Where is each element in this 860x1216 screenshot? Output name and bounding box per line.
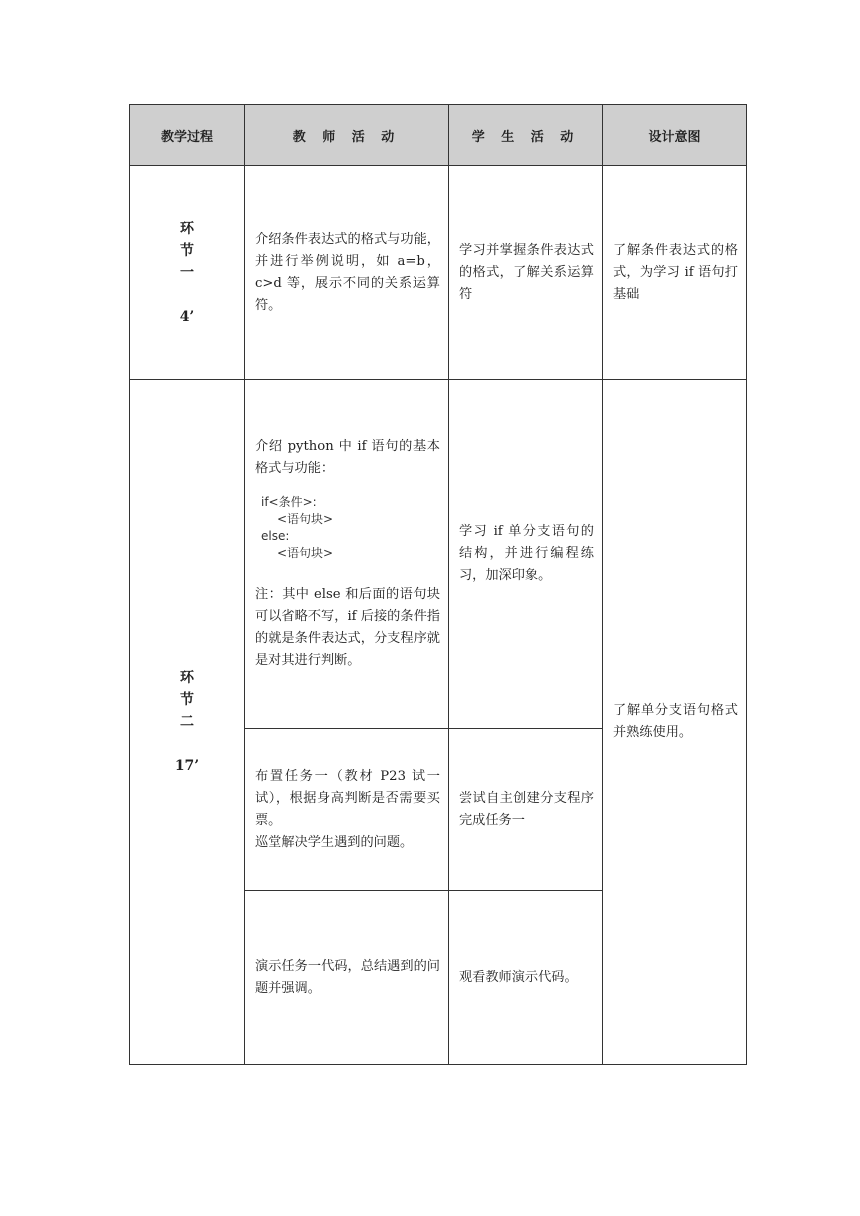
header-teacher-activity: 教 师 活 动	[245, 105, 449, 166]
stage1-teacher-cell	[245, 166, 449, 380]
stage1-student-cell	[449, 166, 603, 380]
if-note-text: 注：其中 else 和后面的语句块可以省略不写，if 后接的条件指的就是条件表达式，分支程序就是对其进行判断。	[255, 587, 440, 668]
table-row-stage2-a	[130, 380, 747, 729]
stage2-intent-cell	[603, 380, 747, 1065]
stage1-teacher-activity: 介绍条件表达式的格式与功能，并进行举例说明，如 a=b，c>d 等，展示不同的关系运算符。	[255, 231, 440, 313]
stage1-label: 环 节 一 4’	[130, 166, 245, 380]
stage2-teacher-activity-c: 演示任务一代码，总结遇到的问题并强调。	[255, 958, 440, 996]
stage1-student-activity: 学习并掌握条件表达式的格式，了解关系运算符	[459, 242, 594, 302]
stage2-student-cell-b	[449, 729, 603, 891]
stage1-design-intent: 了解条件表达式的格式，为学习 if 语句打基础	[613, 242, 738, 302]
if-else-code-sample: if<条件>: <语句块> else: <语句块>	[261, 495, 334, 560]
stage2-teacher-cell-c	[245, 891, 449, 1065]
stage2-student-cell-c	[449, 891, 603, 1065]
stage2-student-activity-b: 尝试自主创建分支程序完成任务一	[459, 790, 594, 828]
task1-patrol-text: 巡堂解决学生遇到的问题。	[255, 834, 414, 850]
header-design-intent: 设计意图	[603, 105, 747, 166]
stage2-time: 17’	[174, 758, 200, 774]
stage2-student-activity-c: 观看教师演示代码。	[459, 969, 578, 985]
table-row-stage1	[130, 166, 747, 380]
header-student-activity: 学 生 活 动	[449, 105, 603, 166]
stage2-teacher-cell-a	[245, 380, 449, 729]
lesson-plan-table	[129, 104, 747, 1065]
if-intro-text: 介绍 python 中 if 语句的基本格式与功能：	[255, 439, 440, 476]
stage2-student-activity-a: 学习 if 单分支语句的结构，并进行编程练习，加深印象。	[459, 524, 594, 583]
stage1-time: 4’	[179, 308, 195, 325]
stage2-student-cell-a	[449, 380, 603, 729]
header-process: 教学过程	[130, 105, 245, 166]
stage2-teacher-cell-b	[245, 729, 449, 891]
table-header-row	[130, 105, 747, 166]
stage2-design-intent: 了解单分支语句格式并熟练使用。	[613, 703, 738, 740]
task1-assign-text: 布置任务一（教材 P23 试一试），根据身高判断是否需要买票。	[255, 768, 440, 828]
stage2-label: 环 节 二 17’	[130, 380, 245, 1065]
stage1-intent-cell	[603, 166, 747, 380]
